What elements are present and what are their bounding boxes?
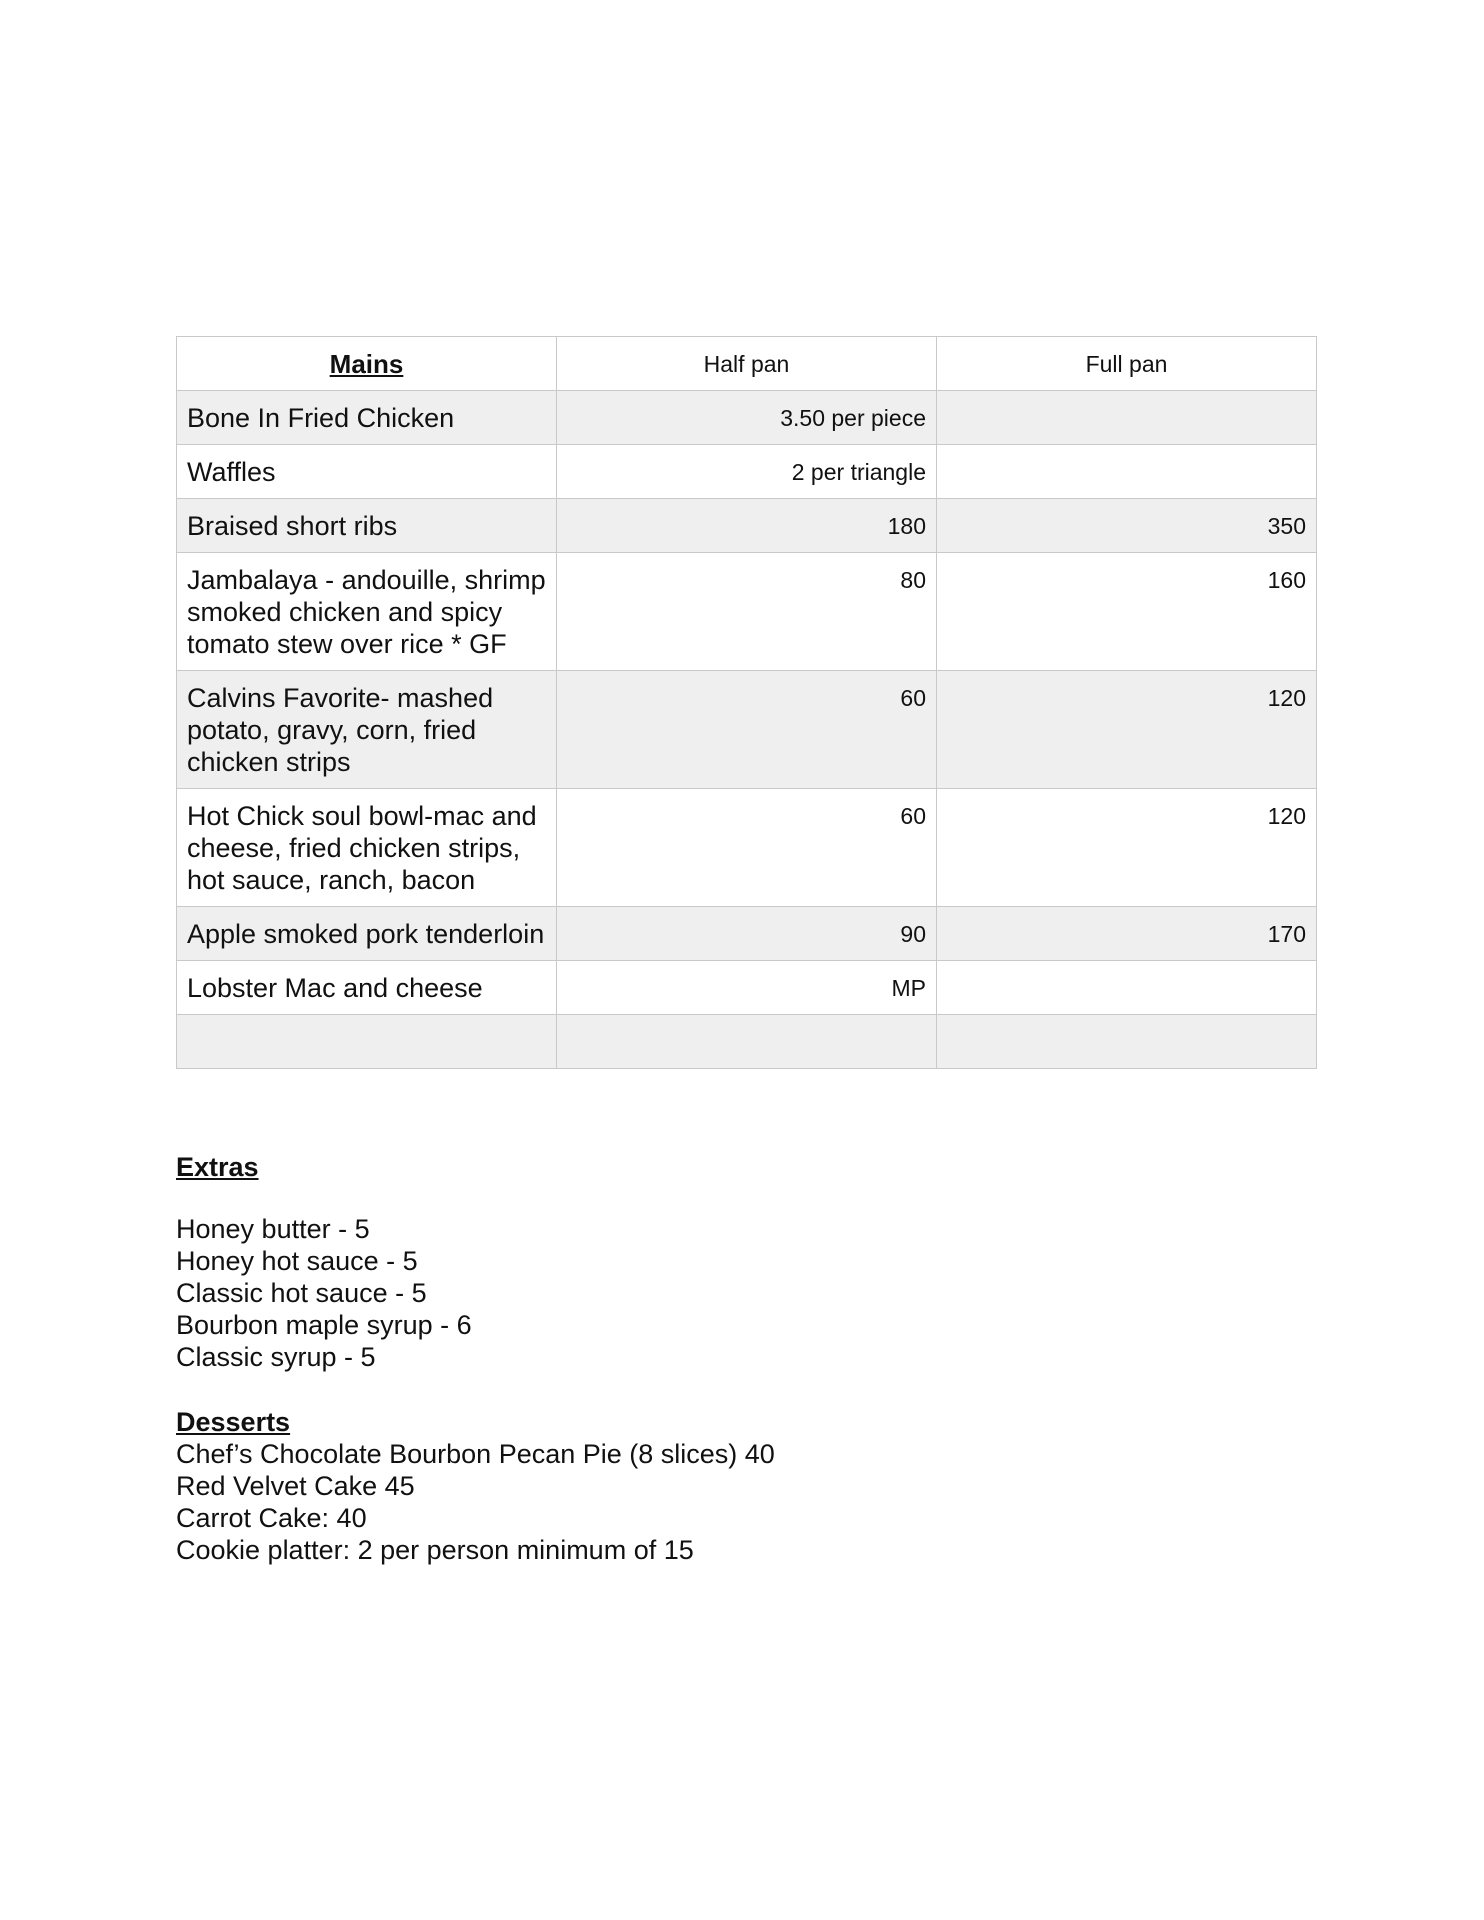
half-pan-price: 180 (557, 499, 937, 553)
table-row (177, 445, 1317, 499)
full-pan-price (937, 391, 1317, 445)
half-pan-header: Half pan (557, 337, 937, 391)
half-pan-price: 90 (557, 907, 937, 961)
list-item: Honey hot sauce - 5 (176, 1246, 418, 1276)
table-row (177, 499, 1317, 553)
table-row (177, 553, 1317, 671)
full-pan-price: 120 (937, 789, 1317, 907)
item-name (177, 1015, 557, 1069)
half-pan-price: 2 per triangle (557, 445, 937, 499)
mains-table (176, 336, 1317, 1069)
mains-header-row (177, 337, 1317, 391)
full-pan-price: 120 (937, 671, 1317, 789)
table-row-empty (177, 1015, 1317, 1069)
list-item: Classic syrup - 5 (176, 1342, 376, 1372)
full-pan-price (937, 961, 1317, 1015)
full-pan-price: 160 (937, 553, 1317, 671)
item-name: Jambalaya - andouille, shrimp smoked chicken and spicy tomato stew over rice * GF (177, 553, 557, 671)
table-row (177, 671, 1317, 789)
list-item: Carrot Cake: 40 (176, 1503, 367, 1533)
list-item: Classic hot sauce - 5 (176, 1278, 427, 1308)
extras-title: Extras (176, 1152, 259, 1182)
list-item: Chef’s Chocolate Bourbon Pecan Pie (8 slices) 40 (176, 1439, 775, 1469)
item-name: Bone In Fried Chicken (177, 391, 557, 445)
full-pan-price (937, 1015, 1317, 1069)
extras-list (176, 1213, 472, 1373)
desserts-list (176, 1438, 775, 1566)
full-pan-header: Full pan (937, 337, 1317, 391)
full-pan-price (937, 445, 1317, 499)
item-name: Calvins Favorite- mashed potato, gravy, corn, fried chicken strips (177, 671, 557, 789)
half-pan-price: 60 (557, 671, 937, 789)
half-pan-price (557, 1015, 937, 1069)
table-row (177, 907, 1317, 961)
item-name: Lobster Mac and cheese (177, 961, 557, 1015)
table-row (177, 961, 1317, 1015)
desserts-title: Desserts (176, 1407, 291, 1437)
list-item: Honey butter - 5 (176, 1214, 370, 1244)
half-pan-price: MP (557, 961, 937, 1015)
mains-title: Mains (177, 337, 557, 391)
item-name: Hot Chick soul bowl-mac and cheese, fried chicken strips, hot sauce, ranch, bacon (177, 789, 557, 907)
item-name: Waffles (177, 445, 557, 499)
table-row (177, 391, 1317, 445)
half-pan-price: 80 (557, 553, 937, 671)
extras-section (176, 1151, 472, 1373)
list-item: Red Velvet Cake 45 (176, 1471, 415, 1501)
desserts-section (176, 1406, 775, 1566)
list-item: Cookie platter: 2 per person minimum of 15 (176, 1535, 694, 1565)
full-pan-price: 170 (937, 907, 1317, 961)
item-name: Apple smoked pork tenderloin (177, 907, 557, 961)
item-name: Braised short ribs (177, 499, 557, 553)
list-item: Bourbon maple syrup - 6 (176, 1310, 472, 1340)
half-pan-price: 60 (557, 789, 937, 907)
full-pan-price: 350 (937, 499, 1317, 553)
half-pan-price: 3.50 per piece (557, 391, 937, 445)
table-row (177, 789, 1317, 907)
